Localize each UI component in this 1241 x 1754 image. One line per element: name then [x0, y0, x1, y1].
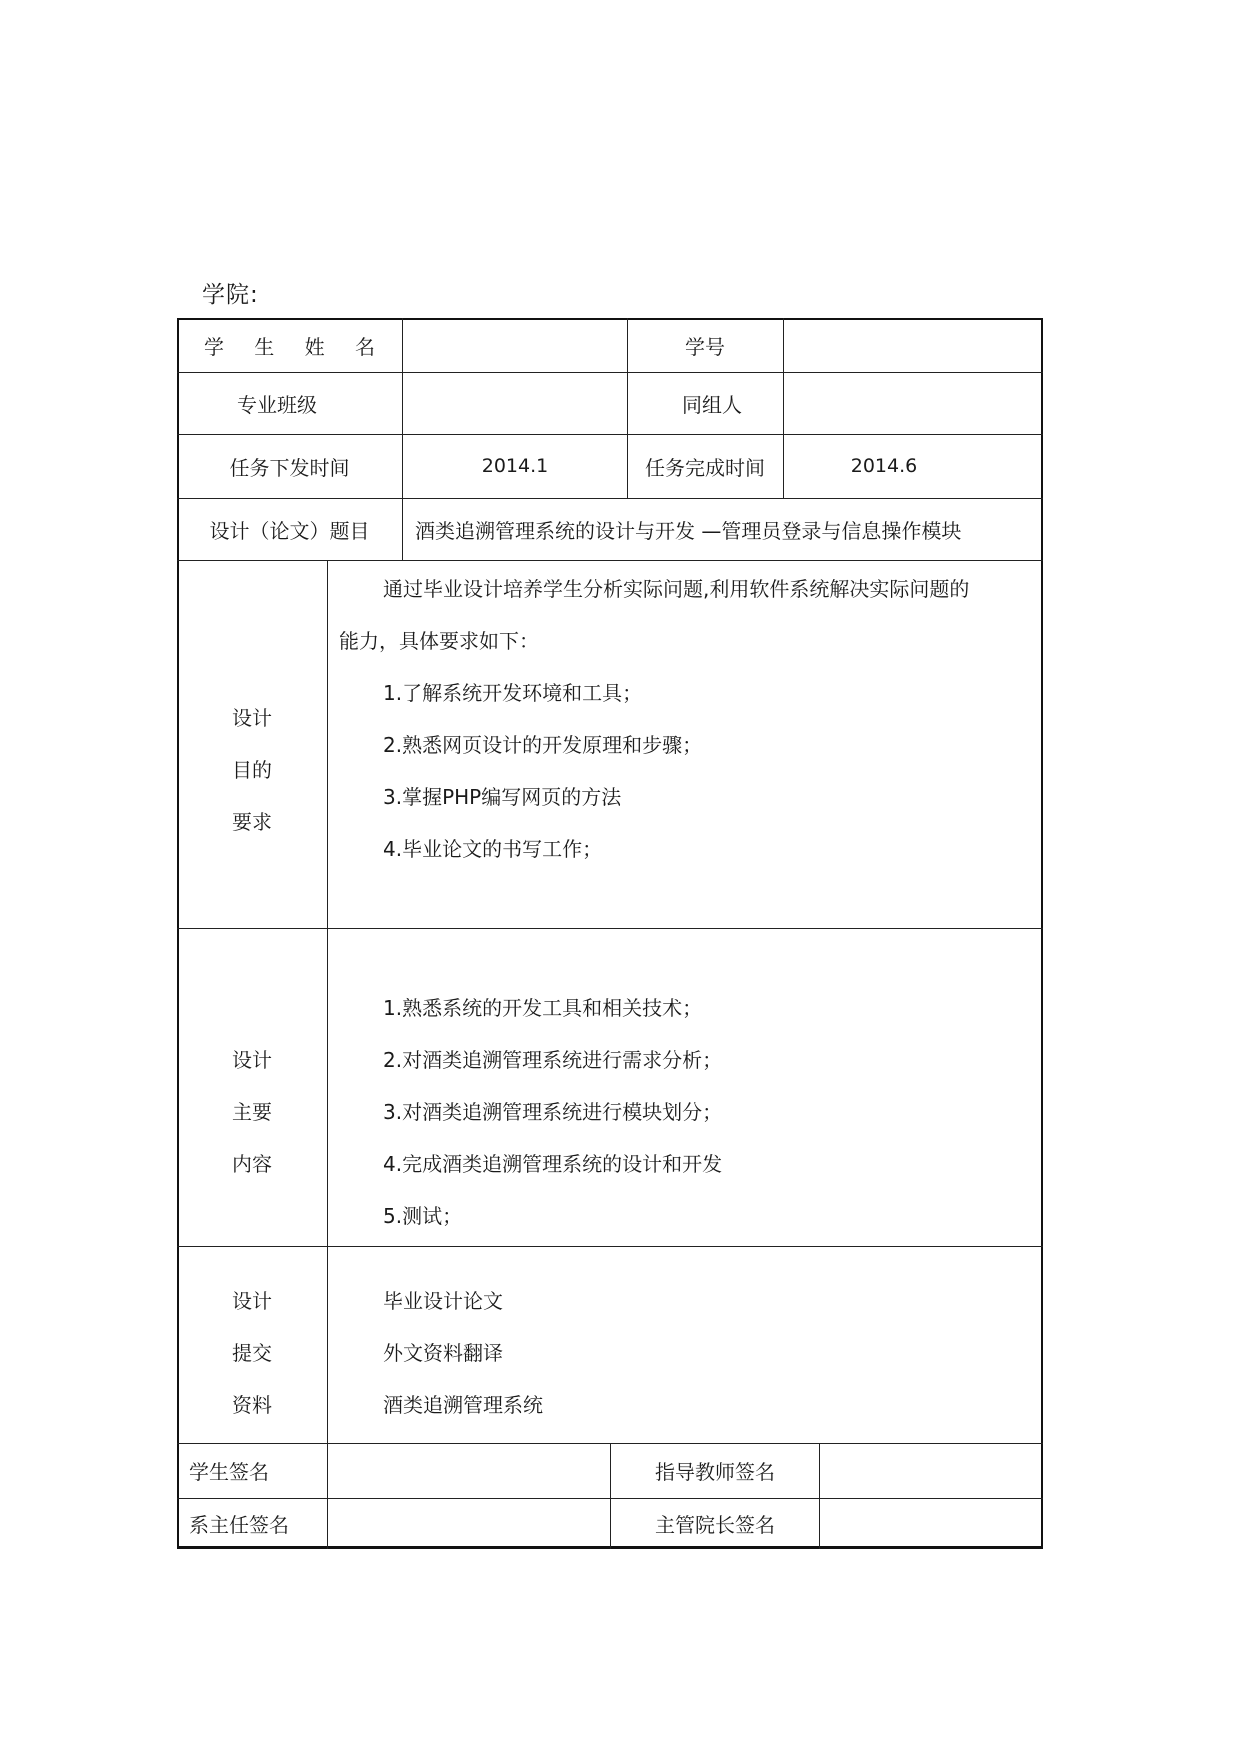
main-content-label-line: 主要 [232, 1100, 272, 1124]
main-content-label-line: 内容 [232, 1152, 272, 1176]
main-content-item: 1.熟悉系统的开发工具和相关技术； [383, 996, 703, 1020]
requirements-label [177, 692, 327, 848]
student-signature-field[interactable] [328, 1443, 610, 1498]
submit-materials-item: 毕业设计论文 [383, 1289, 503, 1313]
dean-signature-field[interactable] [820, 1498, 1041, 1549]
requirements-item: 4.毕业论文的书写工作； [383, 837, 603, 861]
requirements-intro-line1: 通过毕业设计培养学生分析实际问题,利用软件系统解决实际问题的 [383, 577, 970, 601]
row-divider [177, 928, 1043, 929]
main-content-item: 5.测试； [383, 1204, 463, 1228]
student-signature-label: 学生签名 [189, 1460, 269, 1484]
main-content-item: 3.对酒类追溯管理系统进行模块划分； [383, 1100, 723, 1124]
thesis-title-label: 设计（论文）题目 [209, 518, 370, 543]
student-id-label: 学号 [685, 334, 725, 359]
dept-head-signature-field[interactable] [328, 1498, 610, 1549]
finish-time-label: 任务完成时间 [645, 455, 765, 480]
college-label: 学院: [202, 282, 259, 308]
advisor-signature-label: 指导教师签名 [655, 1460, 775, 1484]
main-content-label [177, 1034, 327, 1190]
group-members-field[interactable] [784, 372, 1041, 434]
dept-head-signature-label: 系主任签名 [189, 1513, 289, 1537]
submit-materials-label-line: 提交 [232, 1341, 272, 1365]
advisor-signature-field[interactable] [820, 1443, 1041, 1498]
requirements-item: 2.熟悉网页设计的开发原理和步骤； [383, 733, 703, 757]
student-id-field[interactable] [784, 318, 1041, 372]
submit-materials-label-line: 资料 [232, 1393, 272, 1417]
student-name-field[interactable] [403, 318, 627, 372]
submit-materials-item: 酒类追溯管理系统 [383, 1393, 543, 1417]
submit-materials-label-line: 设计 [232, 1289, 272, 1313]
finish-time-value: 2014.6 [850, 455, 918, 477]
requirements-intro-line2: 能力，具体要求如下： [339, 629, 539, 653]
major-class-label: 专业班级 [237, 392, 317, 417]
main-content-item: 2.对酒类追溯管理系统进行需求分析； [383, 1048, 723, 1072]
thesis-title-value: 酒类追溯管理系统的设计与开发 —管理员登录与信息操作模块 [415, 518, 962, 543]
task-form-table [177, 318, 1043, 1549]
requirements-item: 3.掌握PHP编写网页的方法 [383, 785, 622, 809]
issue-time-value: 2014.1 [481, 455, 549, 477]
main-content-label-line: 设计 [232, 1048, 272, 1072]
requirements-label-line: 要求 [232, 810, 272, 834]
major-class-field[interactable] [403, 372, 627, 434]
requirements-label-line: 目的 [232, 758, 272, 782]
submit-materials-item: 外文资料翻译 [383, 1341, 503, 1365]
submit-materials-label [177, 1275, 327, 1431]
student-name-label-text: 学 生 姓 名 [203, 334, 388, 359]
dean-signature-label: 主管院长签名 [655, 1513, 775, 1537]
requirements-label-line: 设计 [232, 706, 272, 730]
group-members-label: 同组人 [682, 392, 742, 417]
row-divider [177, 560, 1043, 561]
col-divider [327, 560, 328, 1549]
student-name-label [177, 318, 402, 372]
requirements-item: 1.了解系统开发环境和工具； [383, 681, 643, 705]
row-divider [177, 1246, 1043, 1247]
issue-time-label: 任务下发时间 [229, 455, 350, 480]
main-content-item: 4.完成酒类追溯管理系统的设计和开发 [383, 1152, 723, 1176]
